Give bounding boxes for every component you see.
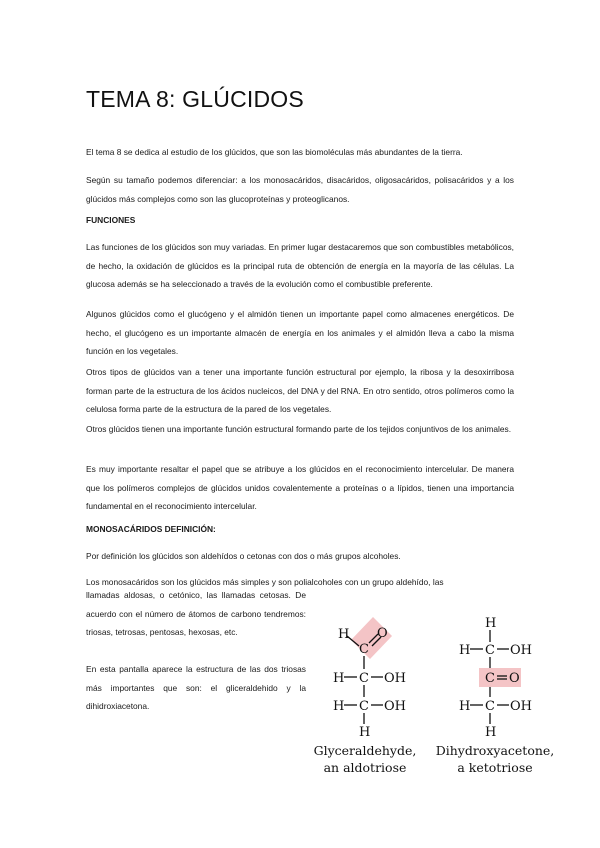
glyceraldehyde-caption: Glyceraldehyde, xyxy=(313,743,417,758)
dha-oh-atom-1: OH xyxy=(510,643,532,658)
funciones-paragraph-4: Otros glúcidos tienen una importante función estructural formando parte de los tejidos conjuntivos de los animales. xyxy=(86,424,512,434)
glyceraldehyde-h-atom-bottom: H xyxy=(359,725,371,740)
funciones-paragraph-3: Otros tipos de glúcidos van a tener una importante función estructural por ejemplo, la ribosa y la desoxirribosa forman parte de la estructura de los ácidos nucleicos, del DNA y del RNA. En otro sentido, otros polímeros como la celulosa forma parte de la estructura de la pared de los vegetales. xyxy=(86,367,514,414)
monosacaridos-paragraph-3: En esta pantalla aparece la estructura de las dos triosas más importantes que son: el gliceraldehido y la dihidroxiacetona. xyxy=(86,664,306,711)
glyceraldehyde-h-atom-low: H xyxy=(333,699,345,714)
glyceraldehyde-structure xyxy=(314,617,417,775)
dha-oh-atom-3: OH xyxy=(510,699,532,714)
glyceraldehyde-oh-atom-mid: OH xyxy=(384,671,406,686)
funciones-paragraph-5: Es muy importante resaltar el papel que se atribuye a los glúcidos en el reconocimiento intercelular. De manera que los polímeros complejos de glúcidos unidos covalentemente a proteínas o a lípidos, tienen una importancia fundamental en el reconocimiento intercelular. xyxy=(86,464,514,511)
dha-o-atom: O xyxy=(509,671,520,686)
funciones-paragraph-2: Algunos glúcidos como el glucógeno y el almidón tienen un importante papel como almacenes energéticos. De hecho, el glucógeno es un importante almacén de energía en los animales y el almidón lleva a cabo la misma función en los vegetales. xyxy=(86,309,514,356)
size-paragraph: Según su tamaño podemos diferenciar: a los monosacáridos, disacáridos, oligosacáridos, polisacáridos y a los glúcidos más complejos como son las glucoproteínas y proteoglicanos. xyxy=(86,175,514,204)
funciones-heading: FUNCIONES xyxy=(86,215,136,225)
glyceraldehyde-h-atom-top: H xyxy=(338,627,350,642)
dha-h-atom-top: H xyxy=(485,616,497,631)
glyceraldehyde-subtitle: an aldotriose xyxy=(323,760,407,775)
glyceraldehyde-c1-atom: C xyxy=(359,642,369,657)
dha-c1-atom: C xyxy=(485,643,495,658)
glyceraldehyde-c2-atom: C xyxy=(359,671,369,686)
triose-structures-figure xyxy=(310,605,570,785)
dihydroxyacetone-caption: Dihydroxyacetone, xyxy=(435,743,555,758)
intro-paragraph: El tema 8 se dedica al estudio de los glúcidos, que son las biomoléculas más abundantes de la tierra. xyxy=(86,147,463,157)
page-title: TEMA 8: GLÚCIDOS xyxy=(86,86,304,112)
monosacaridos-paragraph-2a: Los monosacáridos son los glúcidos más simples y son polialcoholes con un grupo aldehído, las xyxy=(86,577,444,587)
dihydroxyacetone-structure xyxy=(436,616,555,775)
glyceraldehyde-c3-atom: C xyxy=(359,699,369,714)
dha-h-atom-3: H xyxy=(459,699,471,714)
monosacaridos-paragraph-2b: llamadas aldosas, o cetónico, las llamadas cetosas. De acuerdo con el número de átomos de carbono tendremos: triosas, tetrosas, pentosas, hexosas, etc. xyxy=(86,590,306,637)
glyceraldehyde-oh-atom-low: OH xyxy=(384,699,406,714)
funciones-paragraph-1: Las funciones de los glúcidos son muy variadas. En primer lugar destacaremos que son combustibles metabólicos, de hecho, la oxidación de glúcidos es la principal ruta de obtención de energía en la mayoría de las células. La glucosa además se ha seleccionado a través de la evolución como el combustible preferente. xyxy=(86,242,514,289)
dha-c3-atom: C xyxy=(485,699,495,714)
dha-h-atom-bottom: H xyxy=(485,725,497,740)
glyceraldehyde-o-atom: O xyxy=(377,626,388,641)
glyceraldehyde-h-atom-mid: H xyxy=(333,671,345,686)
monosacaridos-paragraph-1: Por definición los glúcidos son aldehídos o cetonas con dos o más grupos alcoholes. xyxy=(86,551,401,561)
dha-h-atom-1: H xyxy=(459,643,471,658)
dha-c2-atom: C xyxy=(485,671,495,686)
monosacaridos-heading: MONOSACÁRIDOS DEFINICIÓN: xyxy=(86,524,216,534)
dihydroxyacetone-subtitle: a ketotriose xyxy=(457,760,533,775)
